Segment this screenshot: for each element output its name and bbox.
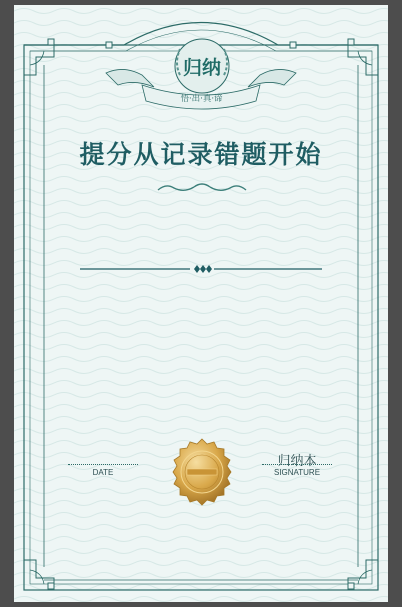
certificate-page xyxy=(14,5,388,602)
logo-text: 归纳 xyxy=(182,57,221,79)
gold-seal-icon xyxy=(167,437,237,507)
date-line xyxy=(68,464,138,465)
signature-label: SIGNATURE xyxy=(273,468,321,477)
signature-line xyxy=(262,464,332,465)
content-divider xyxy=(14,5,388,602)
motto-ribbon-text: 悟·出·真·谛 xyxy=(180,94,223,104)
date-label: DATE xyxy=(92,468,114,477)
signer-name: 归纳本 xyxy=(277,454,317,469)
certificate-title: 提分从记录错题开始 xyxy=(79,140,323,169)
